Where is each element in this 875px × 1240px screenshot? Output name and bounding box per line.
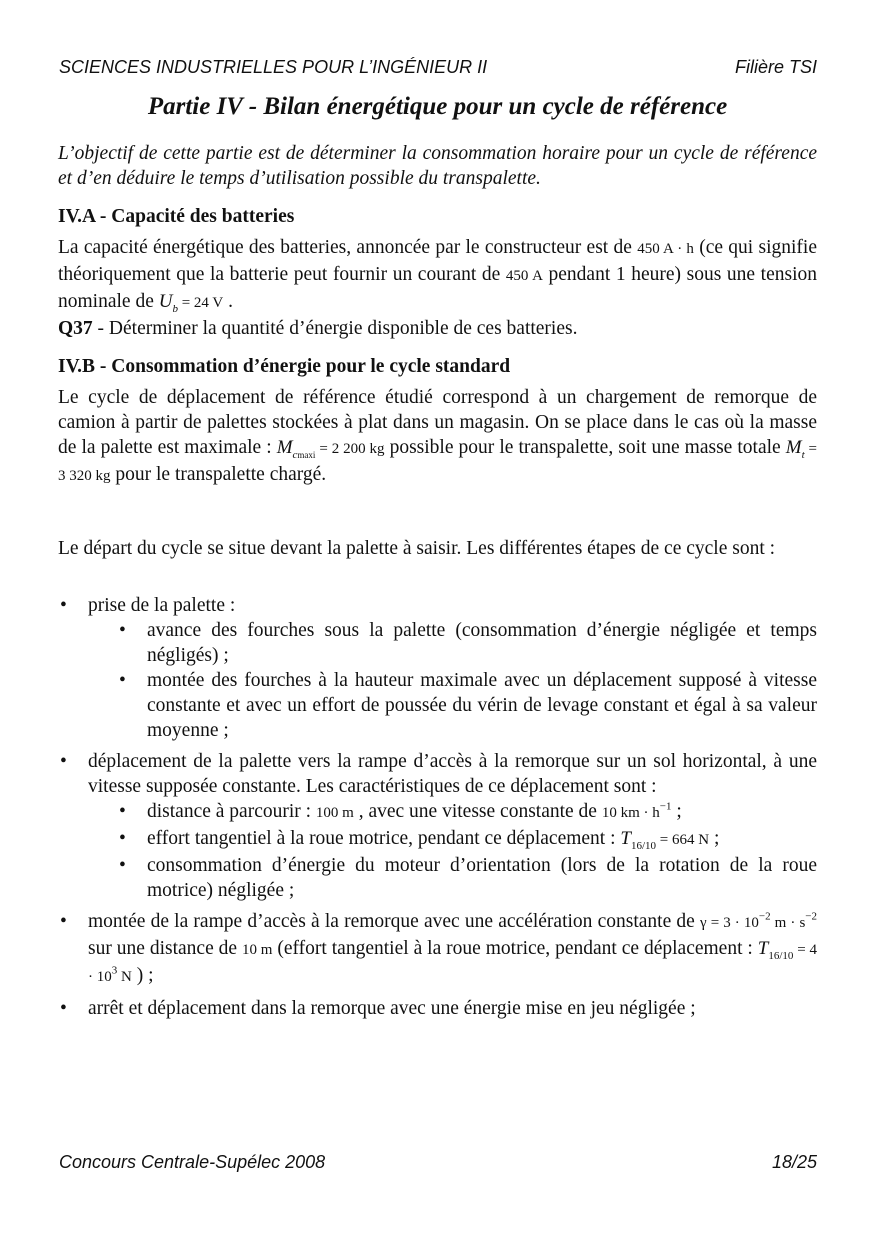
- part-title: Partie IV - Bilan énergétique pour un cycle de référence: [147, 93, 728, 120]
- header-course: SCIENCES INDUSTRIELLES POUR L’INGÉNIEUR II: [59, 57, 488, 77]
- part-intro: L’objectif de cette partie est de déterminer la consommation horaire pour un cycle de référence et d’en déduire le temps d’utilisation possible du transpalette.: [58, 143, 817, 189]
- cycle-intro: Le départ du cycle se situe devant la palette à saisir. Les différentes étapes de ce cycle sont :: [58, 538, 776, 559]
- header-track: Filière TSI: [734, 57, 817, 77]
- section-a-heading: IV.A - Capacité des batteries: [58, 206, 295, 227]
- list-item: • prise de la palette : • avance des fourches sous la palette (consommation d’énergie négligée et temps négligés) ; • montée des fourches à la hauteur maximale avec un déplacement supposé à vitesse constante et avec un effort de poussée du vérin de levage constant et égal à sa valeur moyenne ;: [58, 593, 817, 743]
- cycle-steps-list: [58, 593, 817, 1021]
- list-item: • avance des fourches sous la palette (consommation d’énergie négligée et temps négligés) ;: [58, 618, 817, 668]
- page-header: [59, 57, 817, 78]
- list-item: • arrêt et déplacement dans la remorque avec une énergie mise en jeu négligée ;: [58, 996, 817, 1021]
- section-b-heading: IV.B - Consommation d’énergie pour le cycle standard: [58, 356, 511, 377]
- section-b-paragraph: Le cycle de déplacement de référence étudié correspond à un chargement de remorque de camion à partir de palettes stockées à plat dans un magasin. On se place dans le cas où la masse de la palette est maximale : $M_{cmaxi} = 2$ 200 kg possible pour le transpalette, soit une masse totale $M_t = 3$ 320 kg pour le transpalette chargé.: [58, 387, 818, 485]
- footer-exam: Concours Centrale-Supélec 2008: [59, 1152, 326, 1172]
- list-item: • déplacement de la palette vers la rampe d’accès à la remorque sur un sol horizontal, à une vitesse supposée constante. Les caractéristiques de ce déplacement sont : • distance à parcourir : 100 m , avec une vitesse constante de 10 km · $h^{-1}$ ; • effort tangentiel à la roue motrice, pendant ce déplacement : $T_{16/10} = 664$ N ; • consommation d’énergie du moteur d’orientation (lors de la rotation de la roue motrice) négligée ;: [58, 749, 817, 903]
- page-number: 18/25: [771, 1152, 817, 1172]
- list-item: • montée de la rampe d’accès à la remorque avec une accélération constante de $\gamma = 3 \cdot 10^{-2}$ $m \cdot s^{-2}$ sur une distance de 10 m (effort tangentiel à la roue motrice, pendant ce déplacement : $T_{16/10} = 4 \cdot 10^3$ N ) ;: [58, 909, 817, 990]
- list-item: • effort tangentiel à la roue motrice, pendant ce déplacement : $T_{16/10} = 664$ N ;: [58, 826, 817, 853]
- page-footer: [59, 1152, 817, 1173]
- list-item: • montée des fourches à la hauteur maximale avec un déplacement supposé à vitesse constante et avec un effort de poussée du vérin de levage constant et égal à sa valeur moyenne ;: [58, 668, 817, 743]
- list-item: • distance à parcourir : 100 m , avec une vitesse constante de 10 km · $h^{-1}$ ;: [58, 799, 817, 826]
- section-a-paragraph: La capacité énergétique des batteries, annoncée par le constructeur est de 450 A · h (ce qui signifie théoriquement que la batterie peut fournir un courant de 450 A pendant 1 heure) sous une tension nominale de $U_b = 24$ V .: [58, 237, 817, 315]
- list-item: • consommation d’énergie du moteur d’orientation (lors de la rotation de la roue motrice) négligée ;: [58, 853, 817, 903]
- question-q37: Q37 - Déterminer la quantité d’énergie disponible de ces batteries.: [58, 318, 578, 339]
